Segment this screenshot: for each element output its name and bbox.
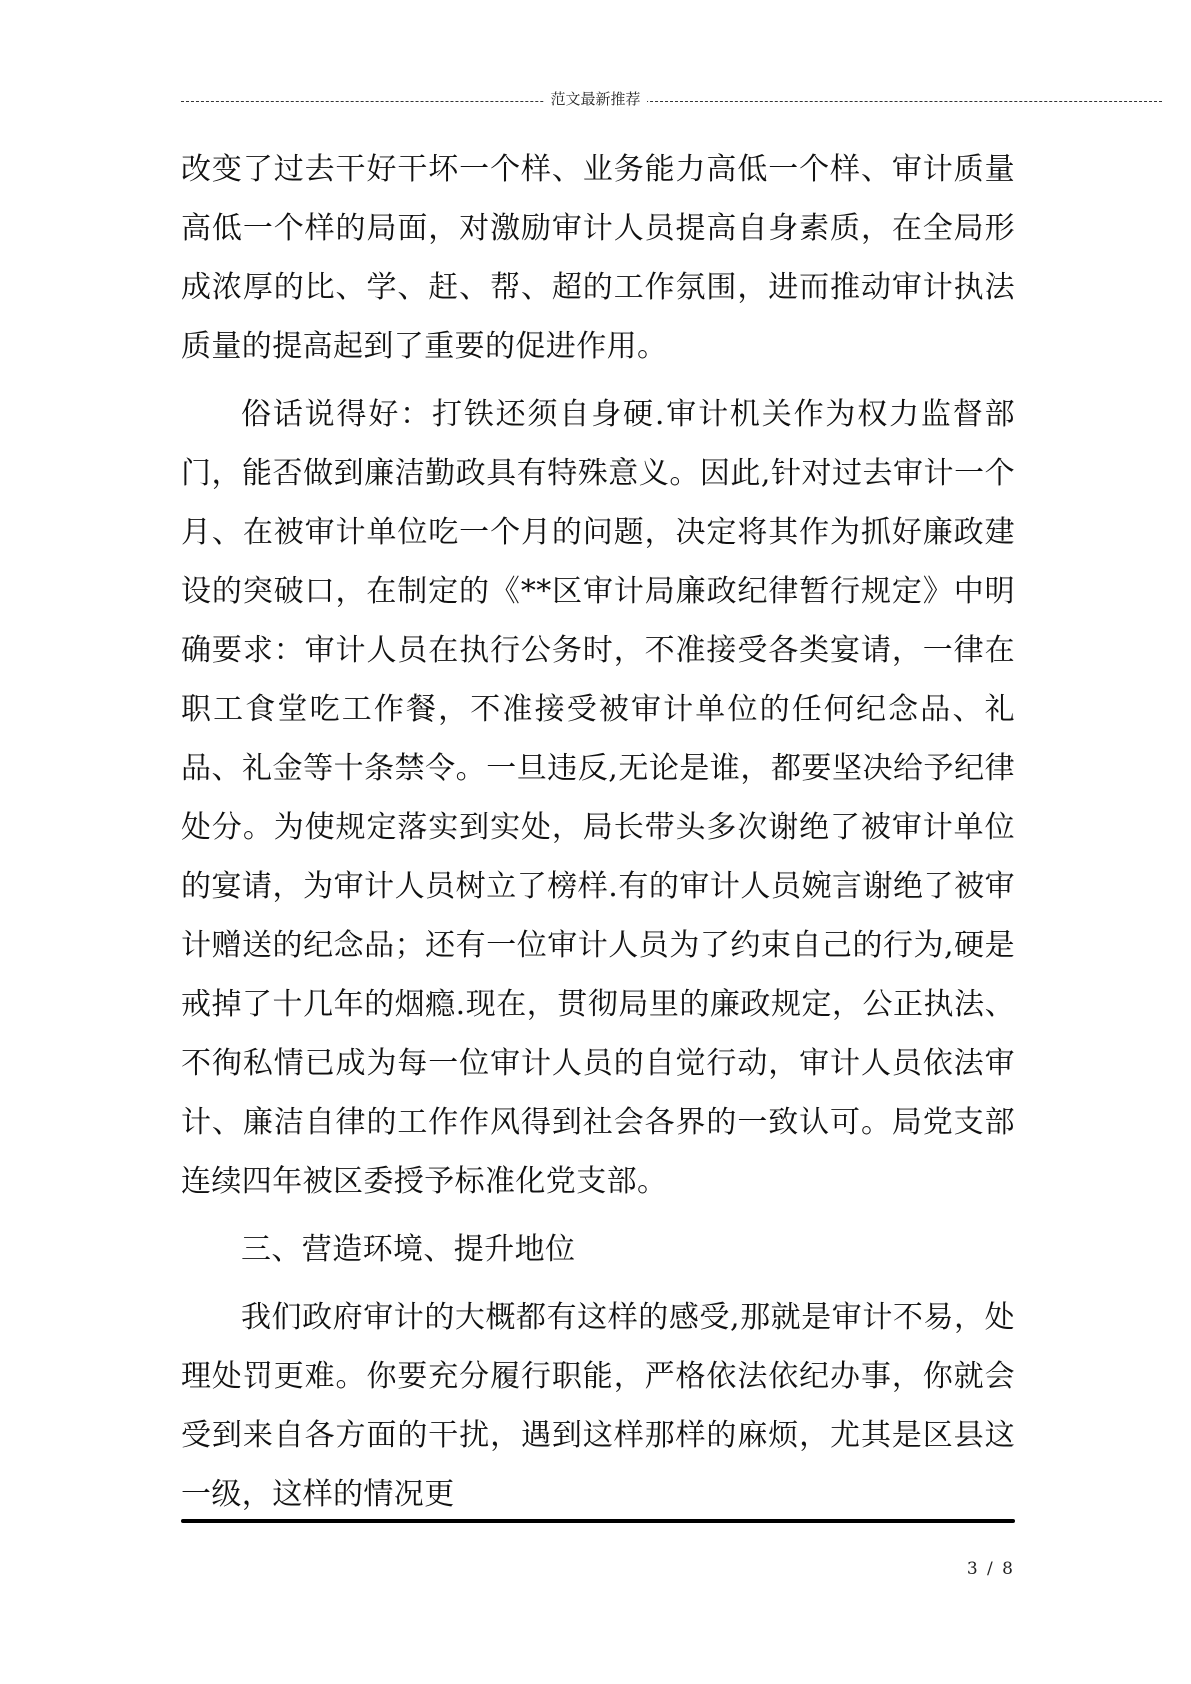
paragraph-1: 改变了过去干好干坏一个样、业务能力高低一个样、审计质量高低一个样的局面，对激励审计人员提高自身素质，在全局形成浓厚的比、学、赶、帮、超的工作氛围，进而推动审计执法质量的提高起到了重要的促进作用。: [181, 152, 1015, 364]
section-heading: 三、营造环境、提升地位: [241, 1232, 576, 1267]
footer-rule: [181, 1519, 1015, 1523]
page-number: 3 / 8: [966, 1559, 1015, 1579]
paragraph-3: 我们政府审计的大概都有这样的感受,那就是审计不易，处理处罚更难。你要充分履行职能，严格依法依纪办事，你就会受到来自各方面的干扰，遇到这样那样的麻烦，尤其是区县这一级，这样的情况更: [181, 1300, 1015, 1512]
paragraph-2: 俗话说得好：打铁还须自身硬.审计机关作为权力监督部门，能否做到廉洁勤政具有特殊意义。因此,针对过去审计一个月、在被审计单位吃一个月的问题，决定将其作为抓好廉政建设的突破口，在制定的《**区审计局廉政纪律暂行规定》中明确要求：审计人员在执行公务时，不准接受各类宴请，一律在职工食堂吃工作餐，不准接受被审计单位的任何纪念品、礼品、礼金等十条禁令。一旦违反,无论是谁，都要坚决给予纪律处分。为使规定落实到实处，局长带头多次谢绝了被审计单位的宴请，为审计人员树立了榜样.有的审计人员婉言谢绝了被审计赠送的纪念品；还有一位审计人员为了约束自己的行为,硬是戒掉了十几年的烟瘾.现在，贯彻局里的廉政规定，公正执法、不徇私情已成为每一位审计人员的自觉行动，审计人员依法审计、廉洁自律的工作作风得到社会各界的一致认可。局党支部连续四年被区委授予标准化党支部。: [181, 397, 1015, 1199]
document-body: [181, 140, 1015, 1524]
page-header: [0, 89, 1191, 109]
header-title: 范文最新推荐: [544, 90, 646, 108]
